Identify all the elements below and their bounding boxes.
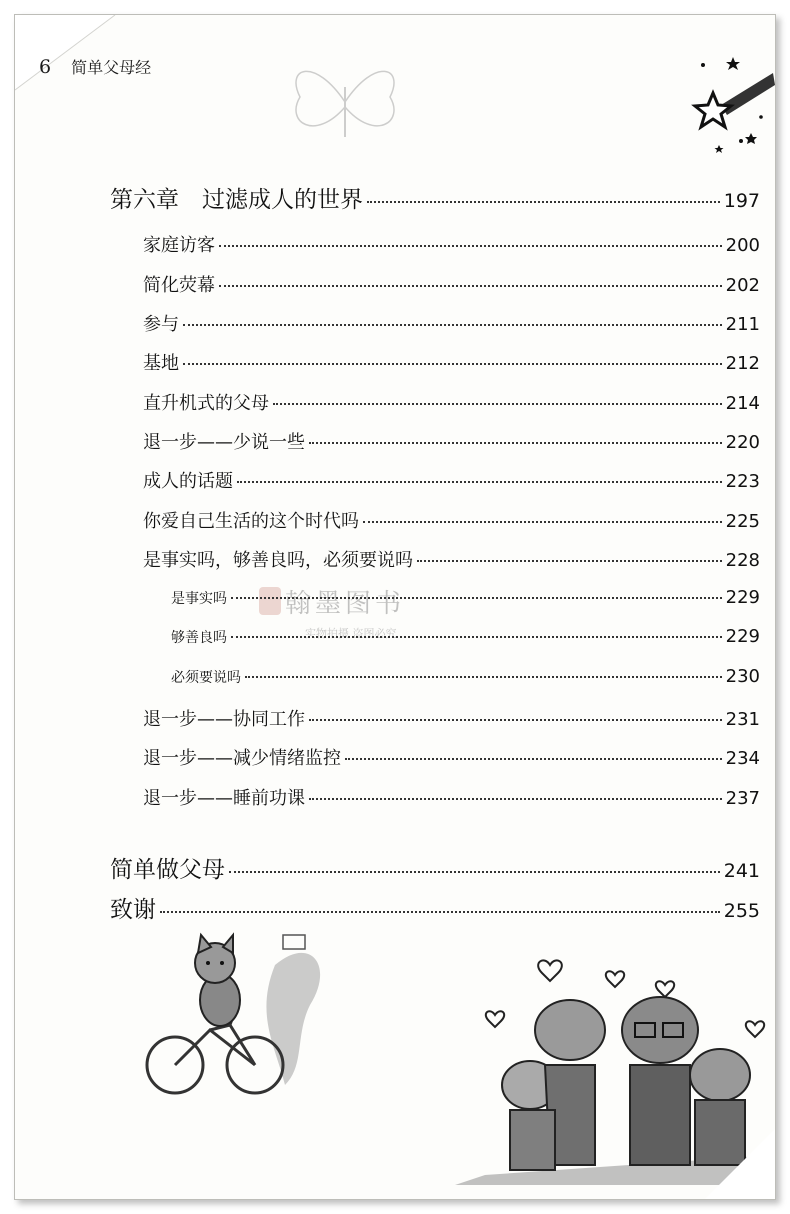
dot-leader: [183, 363, 722, 365]
toc-entry-page: 211: [725, 314, 760, 335]
toc-entry-title: 退一步——少说一些: [143, 432, 305, 453]
toc-entry-title: 基地: [143, 353, 179, 374]
dot-leader: [245, 676, 722, 678]
toc-entry-page: 229: [725, 626, 760, 647]
dot-leader: [231, 597, 722, 599]
toc-section-entry[interactable]: [143, 546, 760, 572]
toc-entry-title: 是事实吗，够善良吗，必须要说吗: [143, 550, 413, 571]
toc-entry-title: 致谢: [110, 897, 156, 923]
toc-entry-page: 202: [725, 275, 760, 296]
toc-entry-page: 229: [725, 587, 760, 608]
dot-leader: [273, 403, 722, 405]
watermark-text: 翰墨图书: [285, 589, 406, 619]
toc-entry-page: 225: [725, 511, 760, 532]
dot-leader: [417, 560, 722, 562]
dot-leader: [367, 201, 720, 203]
toc-entry-title: 退一步——减少情绪监控: [143, 748, 341, 769]
toc-section-entry[interactable]: [143, 507, 760, 533]
toc-entry-page: 197: [723, 190, 760, 212]
toc-entry-page: 255: [723, 900, 760, 922]
toc-entry-title: 退一步——协同工作: [143, 709, 305, 730]
toc-entry-title: 成人的话题: [143, 471, 233, 492]
toc-end-matter-entry[interactable]: [110, 891, 760, 924]
toc-entry-page: 220: [725, 432, 760, 453]
dot-leader: [160, 911, 720, 913]
toc-section-entry[interactable]: [143, 744, 760, 770]
book-page: [14, 14, 776, 1200]
toc-section-entry[interactable]: [143, 349, 760, 375]
toc-subsection-entry[interactable]: [171, 587, 760, 608]
dot-leader: [309, 442, 722, 444]
toc-section-entry[interactable]: [143, 271, 760, 297]
book-title: 简单父母经: [71, 58, 152, 77]
dot-leader: [231, 636, 722, 638]
toc-section-entry[interactable]: [143, 231, 760, 257]
cat-on-bicycle-illustration: [135, 925, 335, 1105]
toc-entry-page: 241: [723, 860, 760, 882]
dot-leader: [219, 285, 722, 287]
toc-entry-page: 200: [725, 235, 760, 256]
dot-leader: [237, 481, 722, 483]
toc-subsection-entry[interactable]: [171, 626, 760, 647]
page-corner-fold-bottom-right: [665, 1089, 775, 1199]
toc-entry-page: 228: [725, 550, 760, 571]
watermark-subtext: 实物拍摄 盗图必究: [305, 627, 397, 640]
toc-entry-title: 参与: [143, 314, 179, 335]
toc-entry-title: 家庭访客: [143, 235, 215, 256]
toc-entry-page: 212: [725, 353, 760, 374]
toc-section-entry[interactable]: [143, 389, 760, 415]
toc-entry-page: 223: [725, 471, 760, 492]
toc-entry-title: 是事实吗: [171, 591, 227, 607]
dot-leader: [309, 798, 722, 800]
toc-entry-page: 214: [725, 393, 760, 414]
dot-leader: [345, 758, 722, 760]
toc-section-entry[interactable]: [143, 310, 760, 336]
dot-leader: [183, 324, 722, 326]
toc-entry-title: 简单做父母: [110, 857, 225, 883]
toc-section-entry[interactable]: [143, 784, 760, 810]
dot-leader: [219, 245, 722, 247]
toc-entry-page: 237: [725, 788, 760, 809]
toc-entry-title: 够善良吗: [171, 630, 227, 646]
toc-entry-page: 231: [725, 709, 760, 730]
toc-section-entry[interactable]: [143, 705, 760, 731]
toc-subsection-entry[interactable]: [171, 666, 760, 687]
toc-entry-title: 退一步——睡前功课: [143, 788, 305, 809]
toc-section-entry[interactable]: [143, 467, 760, 493]
toc-chapter-entry[interactable]: [110, 181, 760, 214]
toc-entry-page: 234: [725, 748, 760, 769]
dot-leader: [309, 719, 722, 721]
toc-end-matter-entry[interactable]: [110, 851, 760, 884]
page-number: 6: [39, 56, 52, 78]
toc-entry-title: 第六章 过滤成人的世界: [110, 187, 363, 213]
toc-entry-title: 简化荧幕: [143, 275, 215, 296]
toc-entry-title: 直升机式的父母: [143, 393, 269, 414]
dot-leader: [363, 521, 722, 523]
toc-entry-page: 230: [725, 666, 760, 687]
heart-icon: [538, 960, 562, 981]
toc-section-entry[interactable]: [143, 428, 760, 454]
toc-entry-title: 你爱自己生活的这个时代吗: [143, 511, 359, 532]
toc-entry-title: 必须要说吗: [171, 670, 241, 686]
dot-leader: [229, 871, 720, 873]
